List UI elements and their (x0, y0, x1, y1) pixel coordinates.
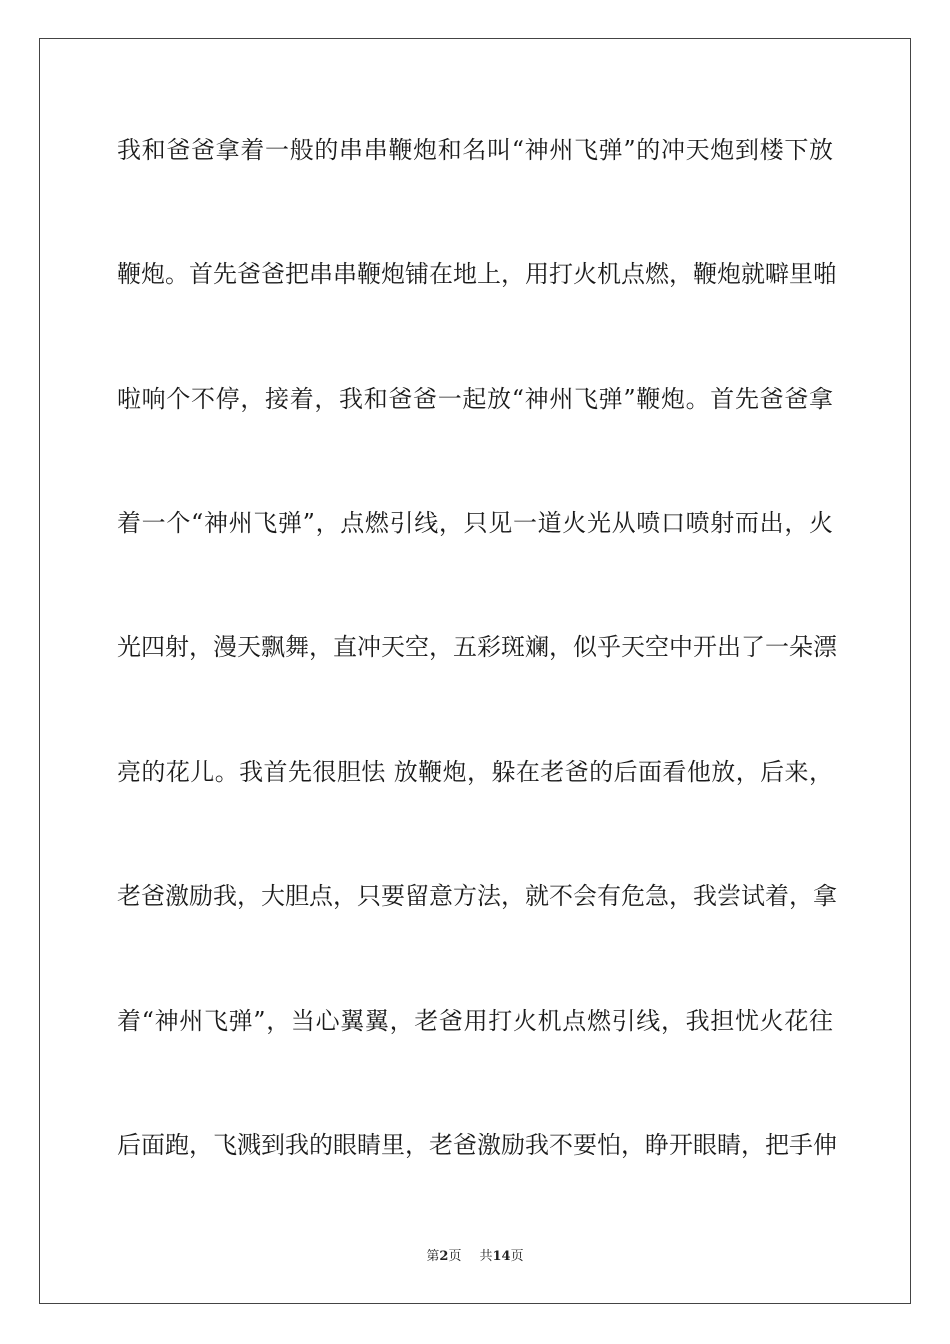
text-line: 鞭炮。首先爸爸把串串鞭炮铺在地上，用打火机点燃，鞭炮就噼里啪 (117, 260, 837, 288)
total-pages: 14 (492, 1249, 511, 1264)
total-prefix: 共 (479, 1249, 493, 1264)
text-line: 着“神州飞弹”，当心翼翼，老爸用打火机点燃引线，我担忧火花往 (117, 1007, 833, 1035)
page-suffix: 页 (448, 1249, 462, 1264)
total-suffix: 页 (510, 1249, 524, 1264)
text-line: 啦响个不停，接着，我和爸爸一起放“神州飞弹”鞭炮。首先爸爸拿 (117, 385, 833, 413)
text-line: 亮的花儿。我首先很胆怯 放鞭炮，躲在老爸的后面看他放，后来， (117, 758, 833, 786)
text-line: 光四射，漫天飘舞，直冲天空，五彩斑斓，似乎天空中开出了一朵漂 (117, 633, 837, 661)
text-line: 后面跑，飞溅到我的眼睛里，老爸激励我不要怕，睁开眼睛，把手伸 (117, 1131, 837, 1159)
page-number: 2 (439, 1249, 449, 1264)
text-line: 我和爸爸拿着一般的串串鞭炮和名叫“神州飞弹”的冲天炮到楼下放 (117, 136, 833, 164)
page-prefix: 第 (426, 1249, 440, 1264)
page-footer (0, 1249, 950, 1265)
text-line: 着一个“神州飞弹”，点燃引线，只见一道火光从喷口喷射而出，火 (117, 509, 833, 537)
page-border (39, 38, 911, 1304)
text-line: 老爸激励我，大胆点，只要留意方法，就不会有危急，我尝试着，拿 (117, 882, 837, 910)
